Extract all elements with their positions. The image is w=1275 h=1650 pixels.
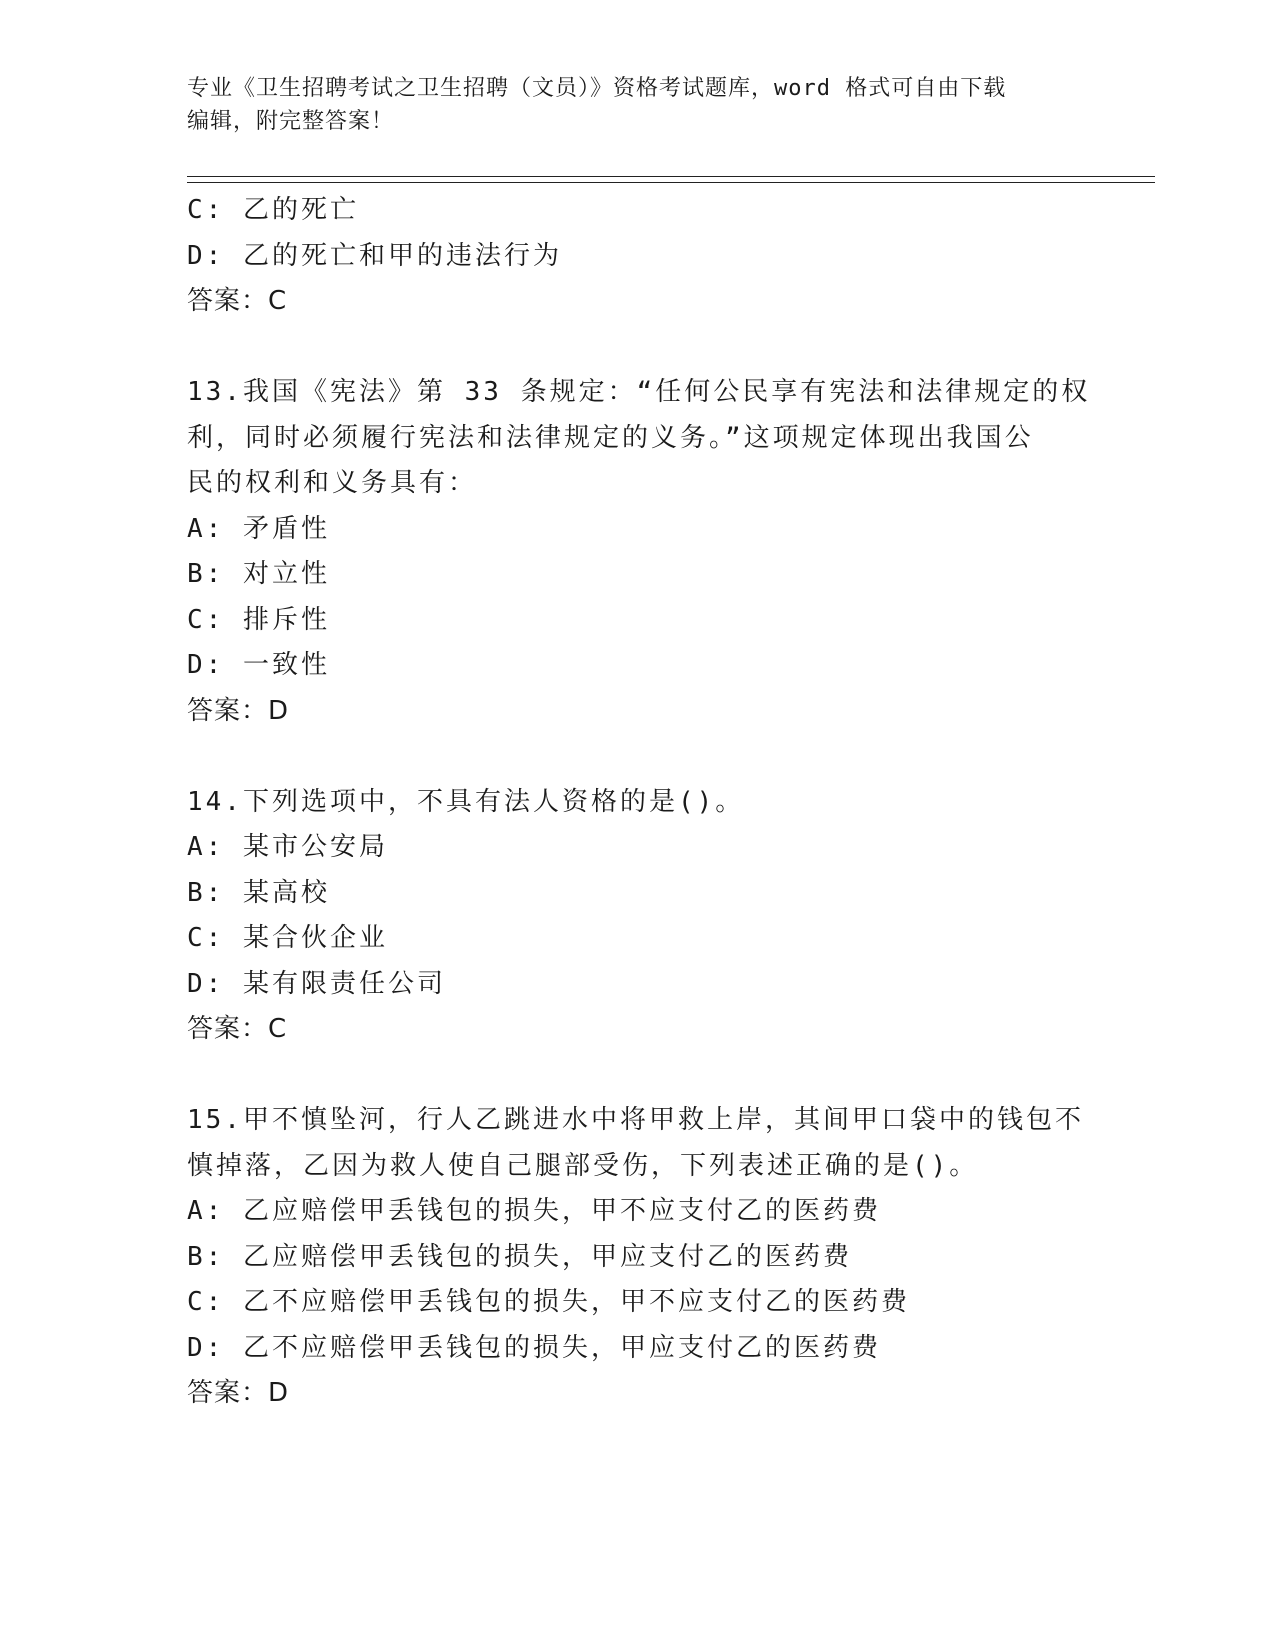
- answer-line: 答案：C: [187, 1014, 288, 1044]
- header-line-1: 专业《卫生招聘考试之卫生招聘（文员）》资格考试题库，word 格式可自由下载: [187, 76, 1007, 101]
- option-text: 某市公安局: [242, 832, 388, 862]
- question-stem: [187, 370, 1091, 507]
- answer-line: 答案：C: [187, 286, 288, 316]
- option-text: 乙应赔偿甲丢钱包的损失，甲应支付乙的医药费: [242, 1241, 852, 1272]
- question-stem: [187, 780, 1087, 826]
- option-label: B:: [187, 1241, 225, 1272]
- stem-line: 慎掉落，乙因为救人使自己腿部受伤，下列表述正确的是()。: [187, 1150, 979, 1181]
- stem-line: 民的权利和义务具有：: [187, 468, 478, 498]
- option-label: B:: [187, 877, 225, 908]
- option-text: 某高校: [242, 877, 330, 908]
- stem-line: 14.下列选项中，不具有法人资格的是()。: [187, 786, 745, 817]
- option-text: 乙应赔偿甲丢钱包的损失，甲不应支付乙的医药费: [242, 1196, 881, 1226]
- option-line: [187, 825, 1087, 871]
- header-line-2: 编辑，附完整答案！: [187, 109, 395, 134]
- option-line: [187, 1235, 1087, 1281]
- option-text: 乙的死亡和甲的违法行为: [242, 240, 562, 271]
- option-label: C:: [187, 604, 225, 635]
- option-label: A:: [187, 513, 225, 544]
- question-stem: [187, 1098, 1087, 1189]
- option-text: 乙不应赔偿甲丢钱包的损失，甲不应支付乙的医药费: [242, 1287, 910, 1317]
- option-line: [187, 598, 1087, 644]
- option-text: 乙不应赔偿甲丢钱包的损失，甲应支付乙的医药费: [242, 1332, 881, 1363]
- question-13: [187, 370, 1091, 734]
- question-15: [187, 1098, 1087, 1417]
- stem-line: 13.我国《宪法》第 33 条规定：“任何公民享有宪法和法律规定的权: [187, 377, 1091, 407]
- option-label: A:: [187, 1196, 225, 1226]
- option-line: [187, 507, 1087, 553]
- option-line: [187, 188, 1087, 234]
- stem-line: 15.甲不慎坠河，行人乙跳进水中将甲救上岸，其间甲口袋中的钱包不: [187, 1105, 1084, 1135]
- option-line: [187, 962, 1087, 1008]
- question-14: [187, 780, 1087, 1053]
- option-label: D:: [187, 968, 225, 999]
- option-label: A:: [187, 832, 225, 862]
- option-line: [187, 643, 1087, 689]
- option-text: 排斥性: [242, 604, 330, 635]
- page-header: [187, 72, 1067, 138]
- option-label: C:: [187, 195, 225, 225]
- option-label: D:: [187, 1332, 225, 1363]
- option-label: C:: [187, 1287, 225, 1317]
- carryover-block: [187, 188, 1087, 325]
- option-label: D:: [187, 240, 225, 271]
- option-line: [187, 552, 1087, 598]
- option-line: [187, 1326, 1087, 1372]
- question-content: [187, 188, 1091, 1417]
- option-text: 一致性: [242, 650, 330, 680]
- header-rule-bottom: [187, 182, 1155, 183]
- option-text: 某有限责任公司: [242, 968, 446, 999]
- option-line: [187, 1189, 1087, 1235]
- option-label: C:: [187, 923, 225, 953]
- stem-line: 利，同时必须履行宪法和法律规定的义务。”这项规定体现出我国公: [187, 422, 1034, 453]
- option-line: [187, 871, 1087, 917]
- option-line: [187, 916, 1087, 962]
- option-text: 对立性: [242, 559, 330, 589]
- header-rule-top: [187, 176, 1155, 177]
- option-text: 乙的死亡: [242, 195, 359, 225]
- option-text: 某合伙企业: [242, 923, 388, 953]
- option-label: B:: [187, 559, 225, 589]
- option-line: [187, 234, 1087, 280]
- answer-line: 答案：D: [187, 695, 290, 726]
- option-label: D:: [187, 650, 225, 680]
- answer-line: 答案：D: [187, 1378, 290, 1408]
- option-line: [187, 1280, 1087, 1326]
- option-text: 矛盾性: [242, 513, 330, 544]
